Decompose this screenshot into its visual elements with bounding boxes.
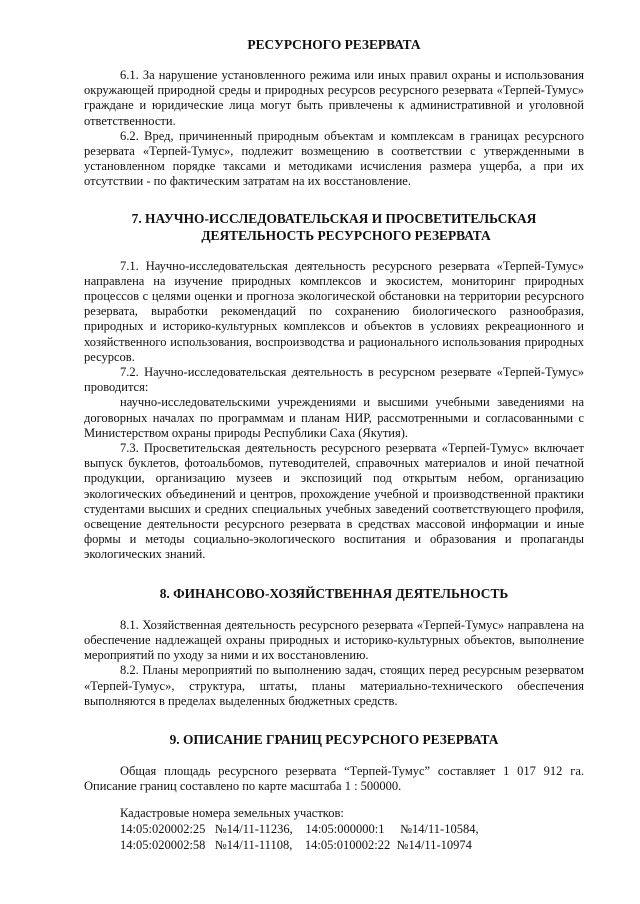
paragraph-6-1: 6.1. За нарушение установленного режима или иных правил охраны и использования окружающей природной среды и природных ресурсов ресурсного резервата «Терпей-Тумус» граждане и юридические лица могут быть привлечены к административной и уголовной ответственности. (84, 68, 584, 128)
section-7-title-line-1: 7. НАУЧНО-ИССЛЕДОВАТЕЛЬСКАЯ И ПРОСВЕТИТЕЛЬСКАЯ (131, 210, 537, 226)
cadastre-row: 14:05:020002:25 №14/11-11236, 14:05:000000:1 №14/11-10584, (120, 822, 479, 837)
section-8-title: 8. ФИНАНСОВО-ХОЗЯЙСТВЕННАЯ ДЕЯТЕЛЬНОСТЬ (159, 585, 509, 601)
section-7-title (84, 210, 584, 244)
section-6 (84, 68, 584, 190)
paragraph-8-1: 8.1. Хозяйственная деятельность ресурсного резервата «Терпей-Тумус» направлена на обеспечение надлежащей охраны природных и историко-культурных объектов, выполнение мероприятий по уходу за ними и их восстановлению. (84, 617, 584, 663)
paragraph-9-area: Общая площадь ресурсного резервата “Терпей-Тумус” составляет 1 017 912 га. Описание границ составлено по карте масштаба 1 : 500000. (84, 763, 584, 794)
paragraph-7-1: 7.1. Научно-исследовательская деятельность ресурсного резервата «Терпей-Тумус» направлена на изучение природных комплексов и экосистем, мониторинг природных процессов с целями оценки и прогноза экологической обстановки на территории ресурсного резервата, выработки рекомендаций по сохранению биологического разнообразия, природных и историко-культурных комплексов и объектов в условиях рекреационного и хозяйственного использования, воспроизводства и рационального использования природных ресурсов. (84, 258, 584, 364)
paragraph-6-2: 6.2. Вред, причиненный природным объектам и комплексам в границах ресурсного резервата «Терпей-Тумус», подлежит возмещению в соответствии с утвержденными в установленном порядке таксами и методиками исчисления размера ущерба, а при их отсутствии - по фактическим затратам на их восстановление. (84, 128, 584, 189)
paragraph-8-2: 8.2. Планы мероприятий по выполнению задач, стоящих перед ресурсным резерватом «Терпей-Тумус», структура, штаты, планы материально-технического обеспечения выполняются в пределах выделенных бюджетных средств. (84, 663, 584, 708)
paragraph-7-2-item: научно-исследовательскими учреждениями и высшими учебными заведениями на договорных началах по программам и планам НИР, рассмотренными и согласованными с Министерством охраны природы Республики Саха (Якутия). (84, 395, 584, 440)
section-9-title: 9. ОПИСАНИЕ ГРАНИЦ РЕСУРСНОГО РЕЗЕРВАТА (169, 731, 499, 747)
top-heading: РЕСУРСНОГО РЕЗЕРВАТА (247, 37, 421, 52)
cadastre-label: Кадастровые номера земельных участков: (120, 806, 344, 821)
section-7-title-line-2: ДЕЯТЕЛЬНОСТЬ РЕСУРСНОГО РЕЗЕРВАТА (201, 227, 491, 243)
cadastre-block (84, 805, 584, 853)
section-7 (84, 259, 584, 563)
paragraph-7-3: 7.3. Просветительская деятельность ресурсного резервата «Терпей-Тумус» включает выпуск буклетов, фотоальбомов, путеводителей, справочных материалов и иной печатной продукции, организацию музеев и экспозиций под открытым небом, организацию экологических объединений и центров, прохождение учебной и производственной практики студентами высших и средних специальных учебных заведений соответствующего профиля, освещение деятельности ресурсного резервата в средствах массовой информации и иные формы и методы социально-экологического воспитания и образования и пропаганды экологических знаний. (84, 441, 584, 562)
section-8 (84, 618, 584, 709)
section-9 (84, 764, 584, 853)
cadastre-row: 14:05:020002:58 №14/11-11108, 14:05:010002:22 №14/11-10974 (120, 838, 472, 853)
paragraph-7-2: 7.2. Научно-исследовательская деятельность в ресурсном резервате «Терпей-Тумус» проводится: (84, 365, 584, 395)
